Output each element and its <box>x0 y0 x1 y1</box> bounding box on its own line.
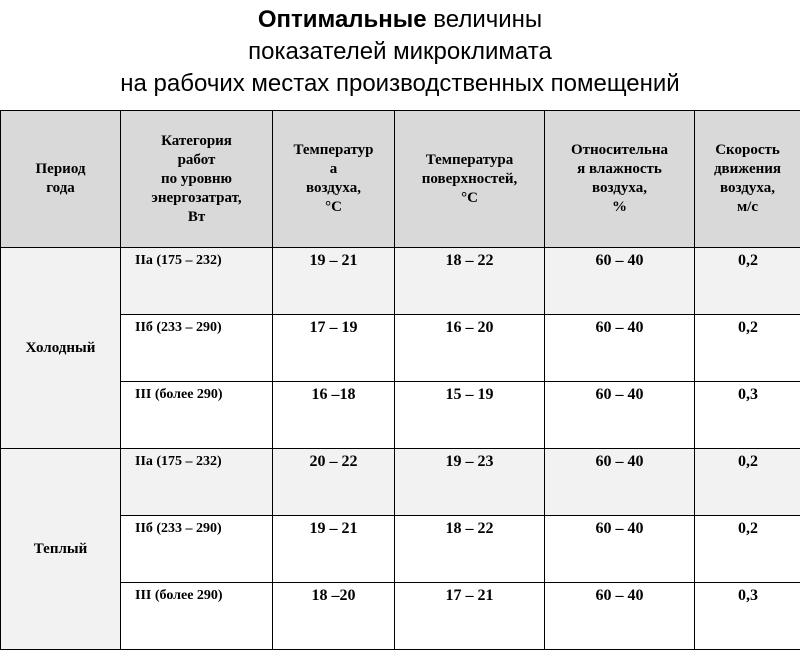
air-temp-cell: 16 –18 <box>273 382 395 449</box>
header-surface-temp: Температура поверхностей, °С <box>395 111 545 248</box>
air-temp-cell: 18 –20 <box>273 583 395 650</box>
title-rest: величины <box>427 6 543 33</box>
period-warm: Теплый <box>1 449 121 650</box>
speed-cell: 0,2 <box>695 315 800 382</box>
category-cell: IIб (233 – 290) <box>121 516 273 583</box>
period-cold: Холодный <box>1 248 121 449</box>
surface-temp-cell: 18 – 22 <box>395 516 545 583</box>
table-row <box>1 516 800 583</box>
header-category: Категория работ по уровню энергозатрат, Вт <box>121 111 273 248</box>
humidity-cell: 60 – 40 <box>545 449 695 516</box>
title-bold: Оптимальные <box>258 6 427 33</box>
speed-cell: 0,2 <box>695 248 800 315</box>
air-temp-cell: 19 – 21 <box>273 516 395 583</box>
surface-temp-cell: 15 – 19 <box>395 382 545 449</box>
category-cell: IIб (233 – 290) <box>121 315 273 382</box>
page-title <box>0 4 800 100</box>
category-cell: III (более 290) <box>121 382 273 449</box>
surface-temp-cell: 17 – 21 <box>395 583 545 650</box>
header-row <box>1 111 800 248</box>
table-row <box>1 248 800 315</box>
surface-temp-cell: 16 – 20 <box>395 315 545 382</box>
table-row <box>1 315 800 382</box>
air-temp-cell: 20 – 22 <box>273 449 395 516</box>
category-cell: III (более 290) <box>121 583 273 650</box>
air-temp-cell: 19 – 21 <box>273 248 395 315</box>
surface-temp-cell: 19 – 23 <box>395 449 545 516</box>
table-row <box>1 583 800 650</box>
header-humidity: Относительна я влажность воздуха, % <box>545 111 695 248</box>
speed-cell: 0,3 <box>695 382 800 449</box>
speed-cell: 0,2 <box>695 449 800 516</box>
humidity-cell: 60 – 40 <box>545 382 695 449</box>
air-temp-cell: 17 – 19 <box>273 315 395 382</box>
header-speed: Скорость движения воздуха, м/с <box>695 111 800 248</box>
microclimate-table <box>0 110 800 650</box>
category-cell: IIа (175 – 232) <box>121 449 273 516</box>
header-period: Период года <box>1 111 121 248</box>
humidity-cell: 60 – 40 <box>545 583 695 650</box>
table-row <box>1 449 800 516</box>
speed-cell: 0,3 <box>695 583 800 650</box>
surface-temp-cell: 18 – 22 <box>395 248 545 315</box>
title-line-1 <box>0 4 800 36</box>
humidity-cell: 60 – 40 <box>545 248 695 315</box>
category-cell: IIа (175 – 232) <box>121 248 273 315</box>
title-line-2: показателей микроклимата <box>0 36 800 68</box>
humidity-cell: 60 – 40 <box>545 516 695 583</box>
speed-cell: 0,2 <box>695 516 800 583</box>
table-row <box>1 382 800 449</box>
humidity-cell: 60 – 40 <box>545 315 695 382</box>
header-air-temp: Температур а воздуха, °С <box>273 111 395 248</box>
title-line-3: на рабочих местах производственных помещений <box>0 68 800 100</box>
